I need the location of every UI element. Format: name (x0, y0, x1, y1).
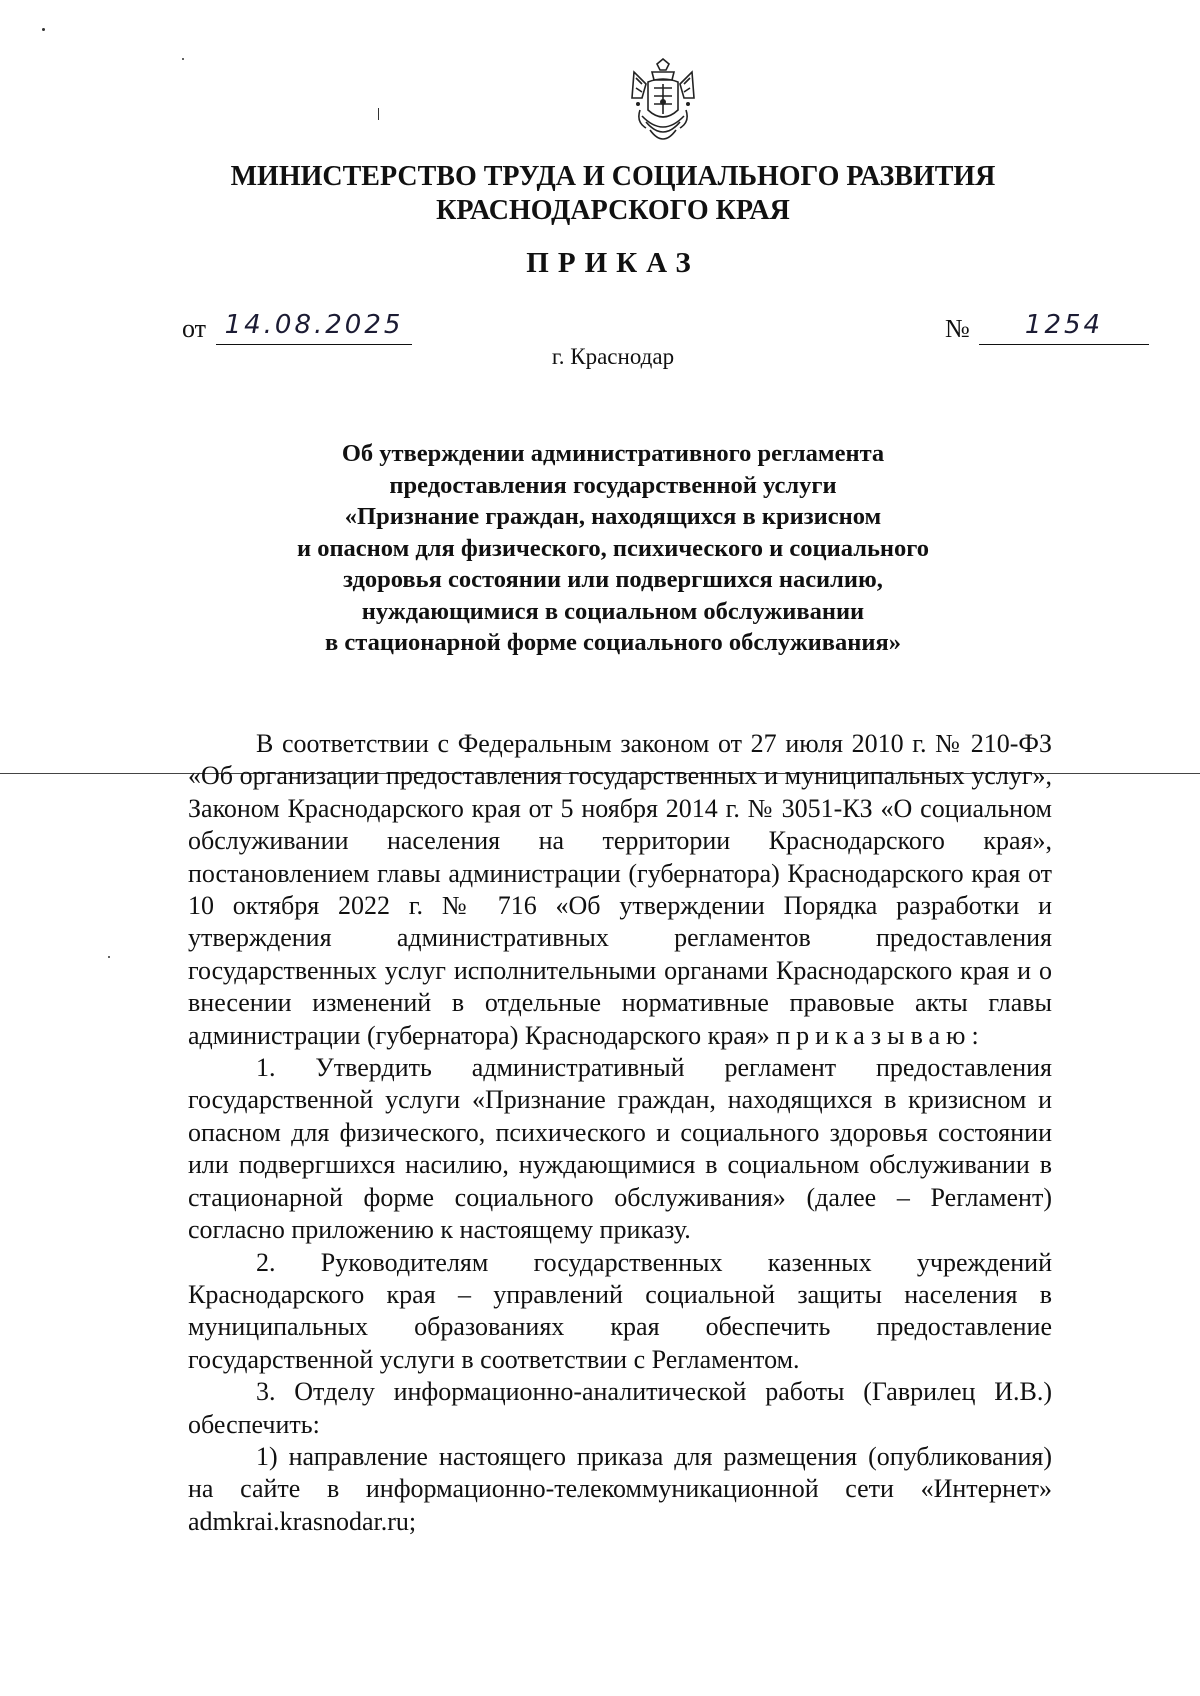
item-1-paragraph: 1. Утвердить административный регламент предоставления государственной услуги «Признание граждан, находящихся в кризисном и опасном для физического, психического и социального здоровья состоянии или подвергшихся насилию, нуждающимися в социальном обслуживании в стационарной форме социального обслуживания» (далее – Регламент) согласно приложению к настоящему приказу. (188, 1053, 1052, 1245)
title-line: предоставления государственной услуги (389, 471, 837, 499)
preamble-text: В соответствии с Федеральным законом от 27 июля 2010 г. № 210-ФЗ «Об организации предоставления государственных и муниципальных услуг», Законом Краснодарского края от 5 ноября 2014 г. № 3051-КЗ «О социальном обслуживании населения на территории Краснодарского края», постановлением главы администрации (губернатора) Краснодарского края от 10 октября 2022 г. № 716 «Об утверждении Порядка разработки и утверждения административных регламентов предоставления государственных услуг исполнительными органами Краснодарского края и о внесении изменений в отдельные нормативные правовые акты главы администрации (губернатора) Краснодарского края» (188, 729, 1052, 1050)
item-3-paragraph: 3. Отделу информационно-аналитической работы (Гаврилец И.В.) обеспечить: (188, 1377, 1052, 1439)
order-word: приказываю: (776, 1020, 985, 1050)
ministry-header-line-1: МИНИСТЕРСТВО ТРУДА И СОЦИАЛЬНОГО РАЗВИТИЯ (230, 161, 996, 192)
ministry-header (180, 160, 1046, 228)
document-title (200, 438, 1026, 659)
scan-speck (182, 58, 184, 60)
number-label: № (945, 314, 970, 343)
item-3-1-paragraph: 1) направление настоящего приказа для размещения (опубликования) на сайте в информационно-телекоммуникационной сети «Интернет» admkrai.krasnodar.ru; (188, 1441, 1052, 1536)
document-type: ПРИКАЗ (526, 247, 700, 279)
title-line: «Признание граждан, находящихся в кризисном (344, 503, 882, 530)
city: г. Краснодар (551, 344, 675, 369)
title-line: Об утверждении административного регламента (341, 440, 885, 467)
title-line: и опасном для физического, психического и социального (296, 534, 930, 562)
scan-speck (378, 108, 379, 120)
handwritten-date: 14.08.2025 (216, 310, 412, 345)
title-line: в стационарной форме социального обслуживания» (325, 629, 901, 656)
scan-speck (108, 956, 110, 958)
handwritten-number: 1254 (979, 310, 1149, 345)
title-line: нуждающимися в социальном обслуживании (361, 597, 865, 625)
ministry-header-line-2: КРАСНОДАРСКОГО КРАЯ (436, 195, 790, 226)
title-line: здоровья состоянии или подвергшихся насилию, (343, 566, 883, 593)
item-2-paragraph: 2. Руководителям государственных казенных учреждений Краснодарского края – управлений социальной защиты населения в муниципальных образованиях края обеспечить предоставление государственной услуги в соответствии с Регламентом. (188, 1247, 1052, 1374)
coat-of-arms-emblem (628, 58, 698, 152)
preamble-paragraph (188, 728, 1052, 1052)
scan-speck (42, 28, 45, 31)
document-body (188, 728, 1052, 1538)
date-label: от (182, 314, 207, 343)
